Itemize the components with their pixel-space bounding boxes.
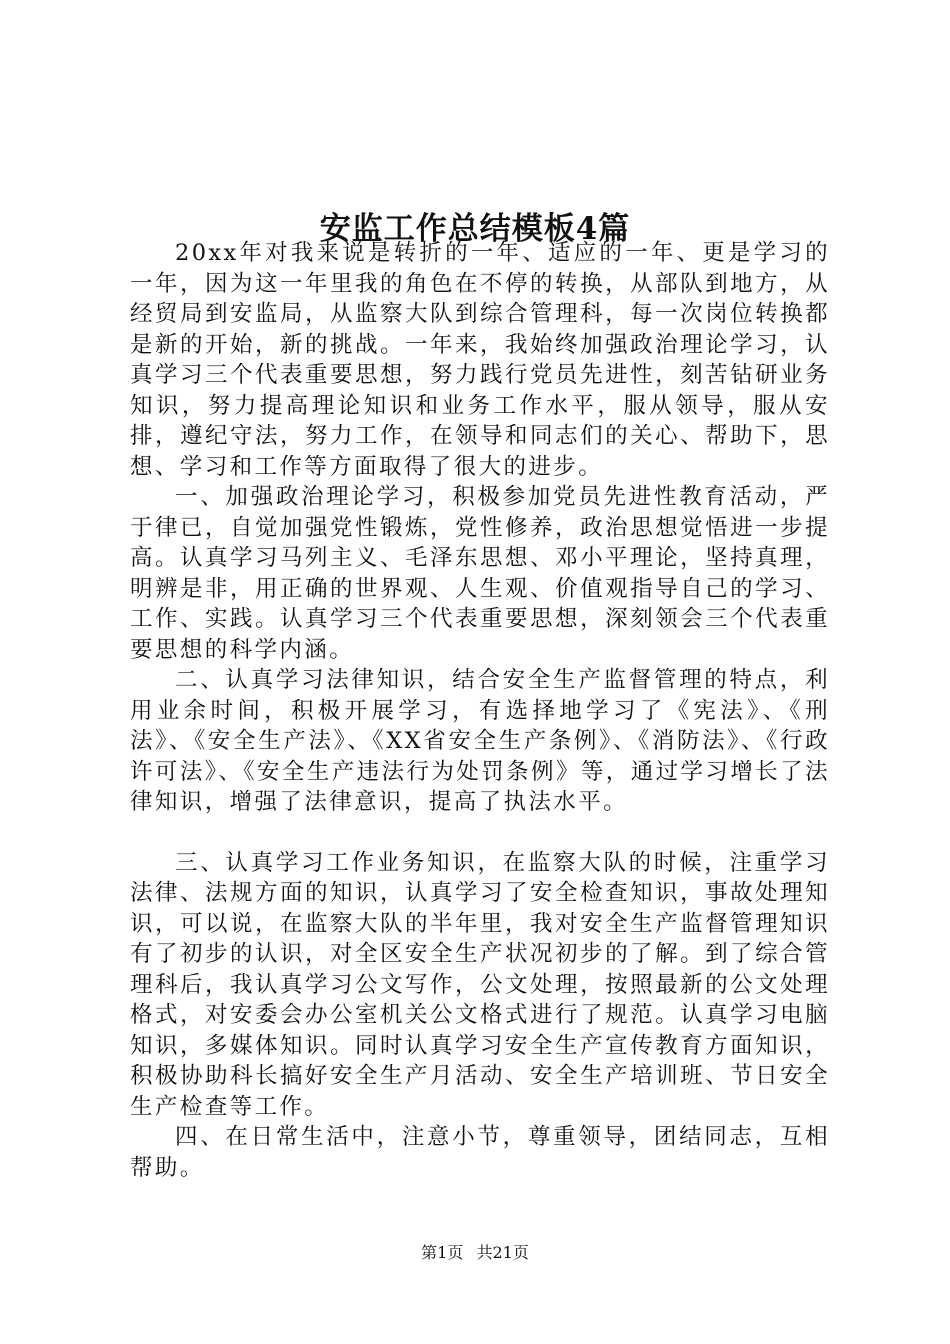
page-number-current: 第1页: [421, 1243, 464, 1262]
paragraph-section-1: 一、加强政治理论学习，积极参加党员先进性教育活动，严于律已，自觉加强党性锻炼，党性修养，政治思想觉悟进一步提高。认真学习马列主义、毛泽东思想、邓小平理论，坚持真理，明辨是非，用正确的世界观、人生观、价值观指导自己的学习、工作、实践。认真学习三个代表重要思想，深刻领会三个代表重要思想的科学内涵。: [130, 484, 830, 663]
document-title: 安监工作总结模板4篇: [319, 210, 631, 247]
paragraph-section-3: 三、认真学习工作业务知识，在监察大队的时候，注重学习法律、法规方面的知识，认真学习了安全检查知识，事故处理知识，可以说，在监察大队的半年里，我对安全生产监督管理知识有了初步的认识，对全区安全生产状况初步的了解。到了综合管理科后，我认真学习公文写作，公文处理，按照最新的公文处理格式，对安委会办公室机关公文格式进行了规范。认真学习电脑知识，多媒体知识。同时认真学习安全生产宣传教育方面知识，积极协助科长搞好安全生产月活动、安全生产培训班、节日安全生产检查等工作。: [130, 849, 830, 1120]
paragraph-intro: 20xx年对我来说是转折的一年、适应的一年、更是学习的一年，因为这一年里我的角色在不停的转换，从部队到地方，从经贸局到安监局，从监察大队到综合管理科，每一次岗位转换都是新的开始，新的挑战。一年来，我始终加强政治理论学习，认真学习三个代表重要思想，努力践行党员先进性，刻苦钻研业务知识，努力提高理论知识和业务工作水平，服从领导，服从安排，遵纪守法，努力工作，在领导和同志们的关心、帮助下，思想、学习和工作等方面取得了很大的进步。: [130, 240, 830, 480]
page-footer: [0, 1242, 950, 1264]
paragraph-section-2: 二、认真学习法律知识，结合安全生产监督管理的特点，利用业余时间，积极开展学习，有选择地学习了《宪法》、《刑法》、《安全生产法》、《XX省安全生产条例》、《消防法》、《行政许可法》、《安全生产违法行为处罚条例》等，通过学习增长了法律知识，增强了法律意识，提高了执法水平。: [130, 667, 830, 815]
paragraph-section-4: 四、在日常生活中，注意小节，尊重领导，团结同志，互相帮助。: [130, 1124, 830, 1181]
page-number-total: 共21页: [476, 1243, 529, 1262]
document-body: [130, 238, 830, 1183]
